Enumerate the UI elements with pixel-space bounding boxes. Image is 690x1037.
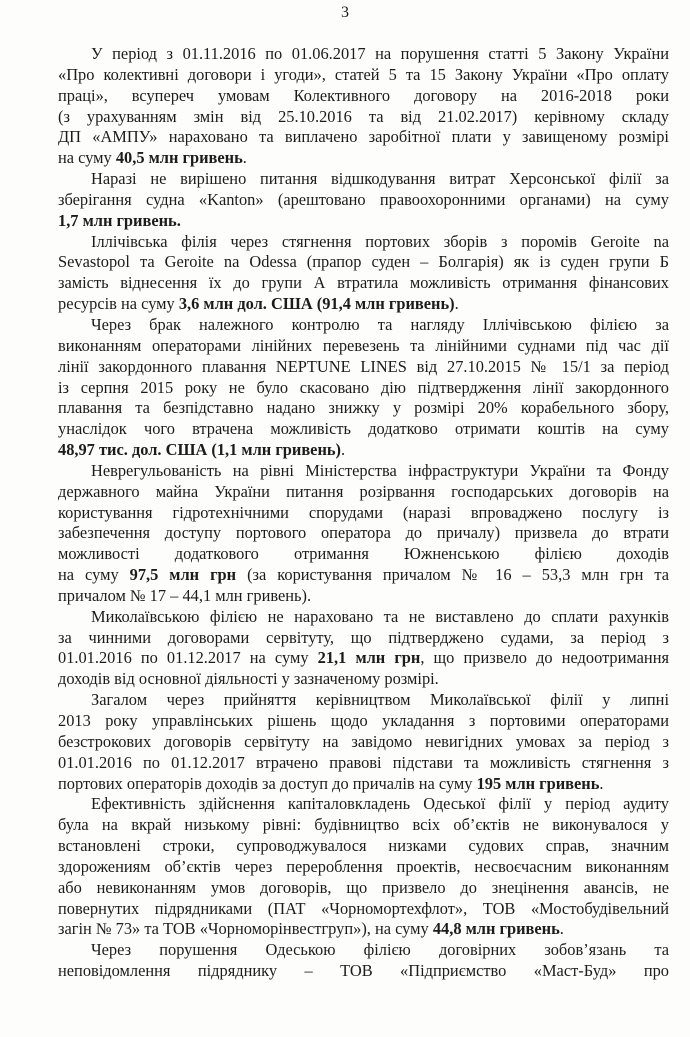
text-line: «Про колективні договори і угоди», статей 5 та 15 Закону України «Про оплату: [58, 64, 669, 84]
text-segment: .: [559, 919, 564, 939]
text-line: [58, 774, 669, 795]
text-line: виконанням операторами лінійних перевезень та лінійними суднами під час дії: [58, 335, 669, 355]
text-line: безстрокових договорів сервітуту на завідомо невигідних умовах за період з: [58, 731, 669, 751]
text-line: або невиконанням умов договорів, що призвело до знецінення авансів, не: [58, 877, 669, 897]
text-line: [58, 294, 669, 315]
text-line: 01.01.2016 по 01.12.2017 втрачено правові підстави та можливість стягнення з: [58, 752, 669, 772]
text-line: Через порушення Одеською філією договірних зобов’язань та: [91, 940, 669, 960]
bold-amount: 97,5 млн грн: [129, 565, 237, 585]
bold-amount: 44,8 млн гривень: [432, 919, 560, 939]
text-line: повернутих підрядниками (ПАТ «Чорномортехфлот», ТОВ «Мостобудівельний: [58, 898, 669, 918]
text-line: (з урахуванням змін від 25.10.2016 та від 21.02.2017) керівному складу: [58, 106, 669, 126]
text-line: плавання та безпідставно надано знижку у розмірі 20% корабельного збору,: [58, 398, 669, 418]
text-line: замість віднесення їх до групи А втратила можливість отримання фінансових: [58, 273, 669, 293]
text-segment: .: [599, 773, 604, 793]
text-line: [58, 919, 669, 940]
text-line: Неврегульованість на рівні Міністерства інфраструктури України та Фонду: [91, 460, 669, 480]
text-line: лінії закордонного плавання NEPTUNE LINES від 27.10.2015 № 15/1 за період: [58, 356, 669, 376]
text-line: Ефективність здійснення капіталовкладень Одеської філії у період аудиту: [91, 794, 669, 814]
text-line: [58, 440, 669, 461]
text-line: доходів від основної діяльності у зазначеному розмірі.: [58, 669, 439, 689]
text-line: можливості додаткового отримання Южненською філією доходів: [58, 544, 669, 564]
text-line: неповідомлення підряднику – ТОВ «Підприємство «Маст-Буд» про: [58, 961, 669, 981]
text-line: була на вкрай низькому рівні: будівництво всіх об’єктів не виконувалося у: [58, 815, 669, 835]
text-line: із серпня 2015 року не було скасовано дію підтвердження лінії закордонного: [58, 377, 669, 397]
text-segment: на суму: [58, 148, 116, 168]
text-segment: .: [242, 148, 247, 168]
text-line: встановлені строки, супроводжувалося низками судових справ, значним: [58, 836, 669, 856]
bold-amount: 3,6 млн дол. США (91,4 млн гривень): [178, 294, 455, 314]
document-body: [58, 44, 669, 982]
text-line: за чинними договорами сервітуту, що підтверджено судами, за період з: [58, 627, 669, 647]
text-line: Іллічівська філія через стягнення портових зборів з поромів Geroite na: [91, 231, 669, 251]
text-segment: на суму: [58, 565, 130, 585]
text-line: державного майна України питання розірвання господарських договорів на: [58, 481, 669, 501]
text-segment: портових операторів доходів за доступ до причалів на суму: [58, 773, 477, 793]
text-segment: (за користування причалом № 16 – 53,3 млн грн та: [236, 565, 670, 585]
text-line: Sevastopol та Geroite na Odessa (прапор суден – Болгарія) як із суден групи Б: [58, 252, 669, 272]
text-line: Загалом через прийняття керівництвом Миколаївської філії у липні: [91, 690, 669, 710]
page-number: 3: [341, 4, 349, 21]
text-segment: .: [341, 440, 346, 460]
text-line: унаслідок чого втрачена можливість додатково отримати коштів на суму: [58, 419, 669, 439]
text-segment: ресурсів на суму: [58, 294, 179, 314]
text-line: У період з 01.11.2016 по 01.06.2017 на порушення статті 5 Закону України: [91, 44, 669, 63]
bold-amount: 48,97 тис. дол. США (1,1 млн гривень): [58, 440, 342, 460]
text-segment: , що призвело до недоотримання: [420, 648, 670, 668]
text-line: 2013 року управлінських рішень щодо укладання з портовими операторами: [58, 711, 669, 730]
text-line: [58, 648, 669, 669]
text-line: [58, 148, 669, 169]
bold-amount: 40,5 млн гривень: [115, 148, 243, 168]
bold-amount: 1,7 млн гривень.: [58, 210, 181, 230]
text-line: [58, 211, 669, 232]
text-line: [58, 565, 669, 586]
text-line: зберігання судна «Kanton» (арештовано правоохоронними органами) на суму: [58, 189, 669, 209]
text-line: здорожениям об’єктів через перероблення проектів, несвоєчасним виконанням: [58, 856, 669, 876]
text-line: Через брак належного контролю та нагляду Іллічівською філією за: [91, 314, 669, 334]
text-segment: 01.01.2016 по 01.12.2017 на суму: [58, 648, 318, 668]
text-line: забезпечення доступу портового оператора до причалу) призвела до втрати: [58, 523, 669, 543]
bold-amount: 195 млн гривень: [476, 773, 600, 793]
text-line: праці», всупереч умовам Колективного договору на 2016-2018 роки: [58, 85, 669, 105]
bold-amount: 21,1 млн грн: [317, 648, 421, 668]
text-line: причалом № 17 – 44,1 млн гривень).: [58, 585, 312, 605]
text-segment: .: [454, 294, 459, 314]
text-line: користування гідротехнічними спорудами (наразі впроваджено послугу із: [58, 502, 669, 522]
text-line: ДП «АМПУ» нараховано та виплачено заробітної плати у завищеному розмірі: [58, 127, 669, 147]
text-segment: загін № 73» та ТОВ «Чорноморінвестгруп»), на суму: [58, 919, 433, 939]
text-line: Миколаївською філією не нараховано та не виставлено до сплати рахунків: [91, 606, 669, 626]
text-line: Наразі не вирішено питання відшкодування витрат Херсонської філії за: [91, 169, 669, 189]
